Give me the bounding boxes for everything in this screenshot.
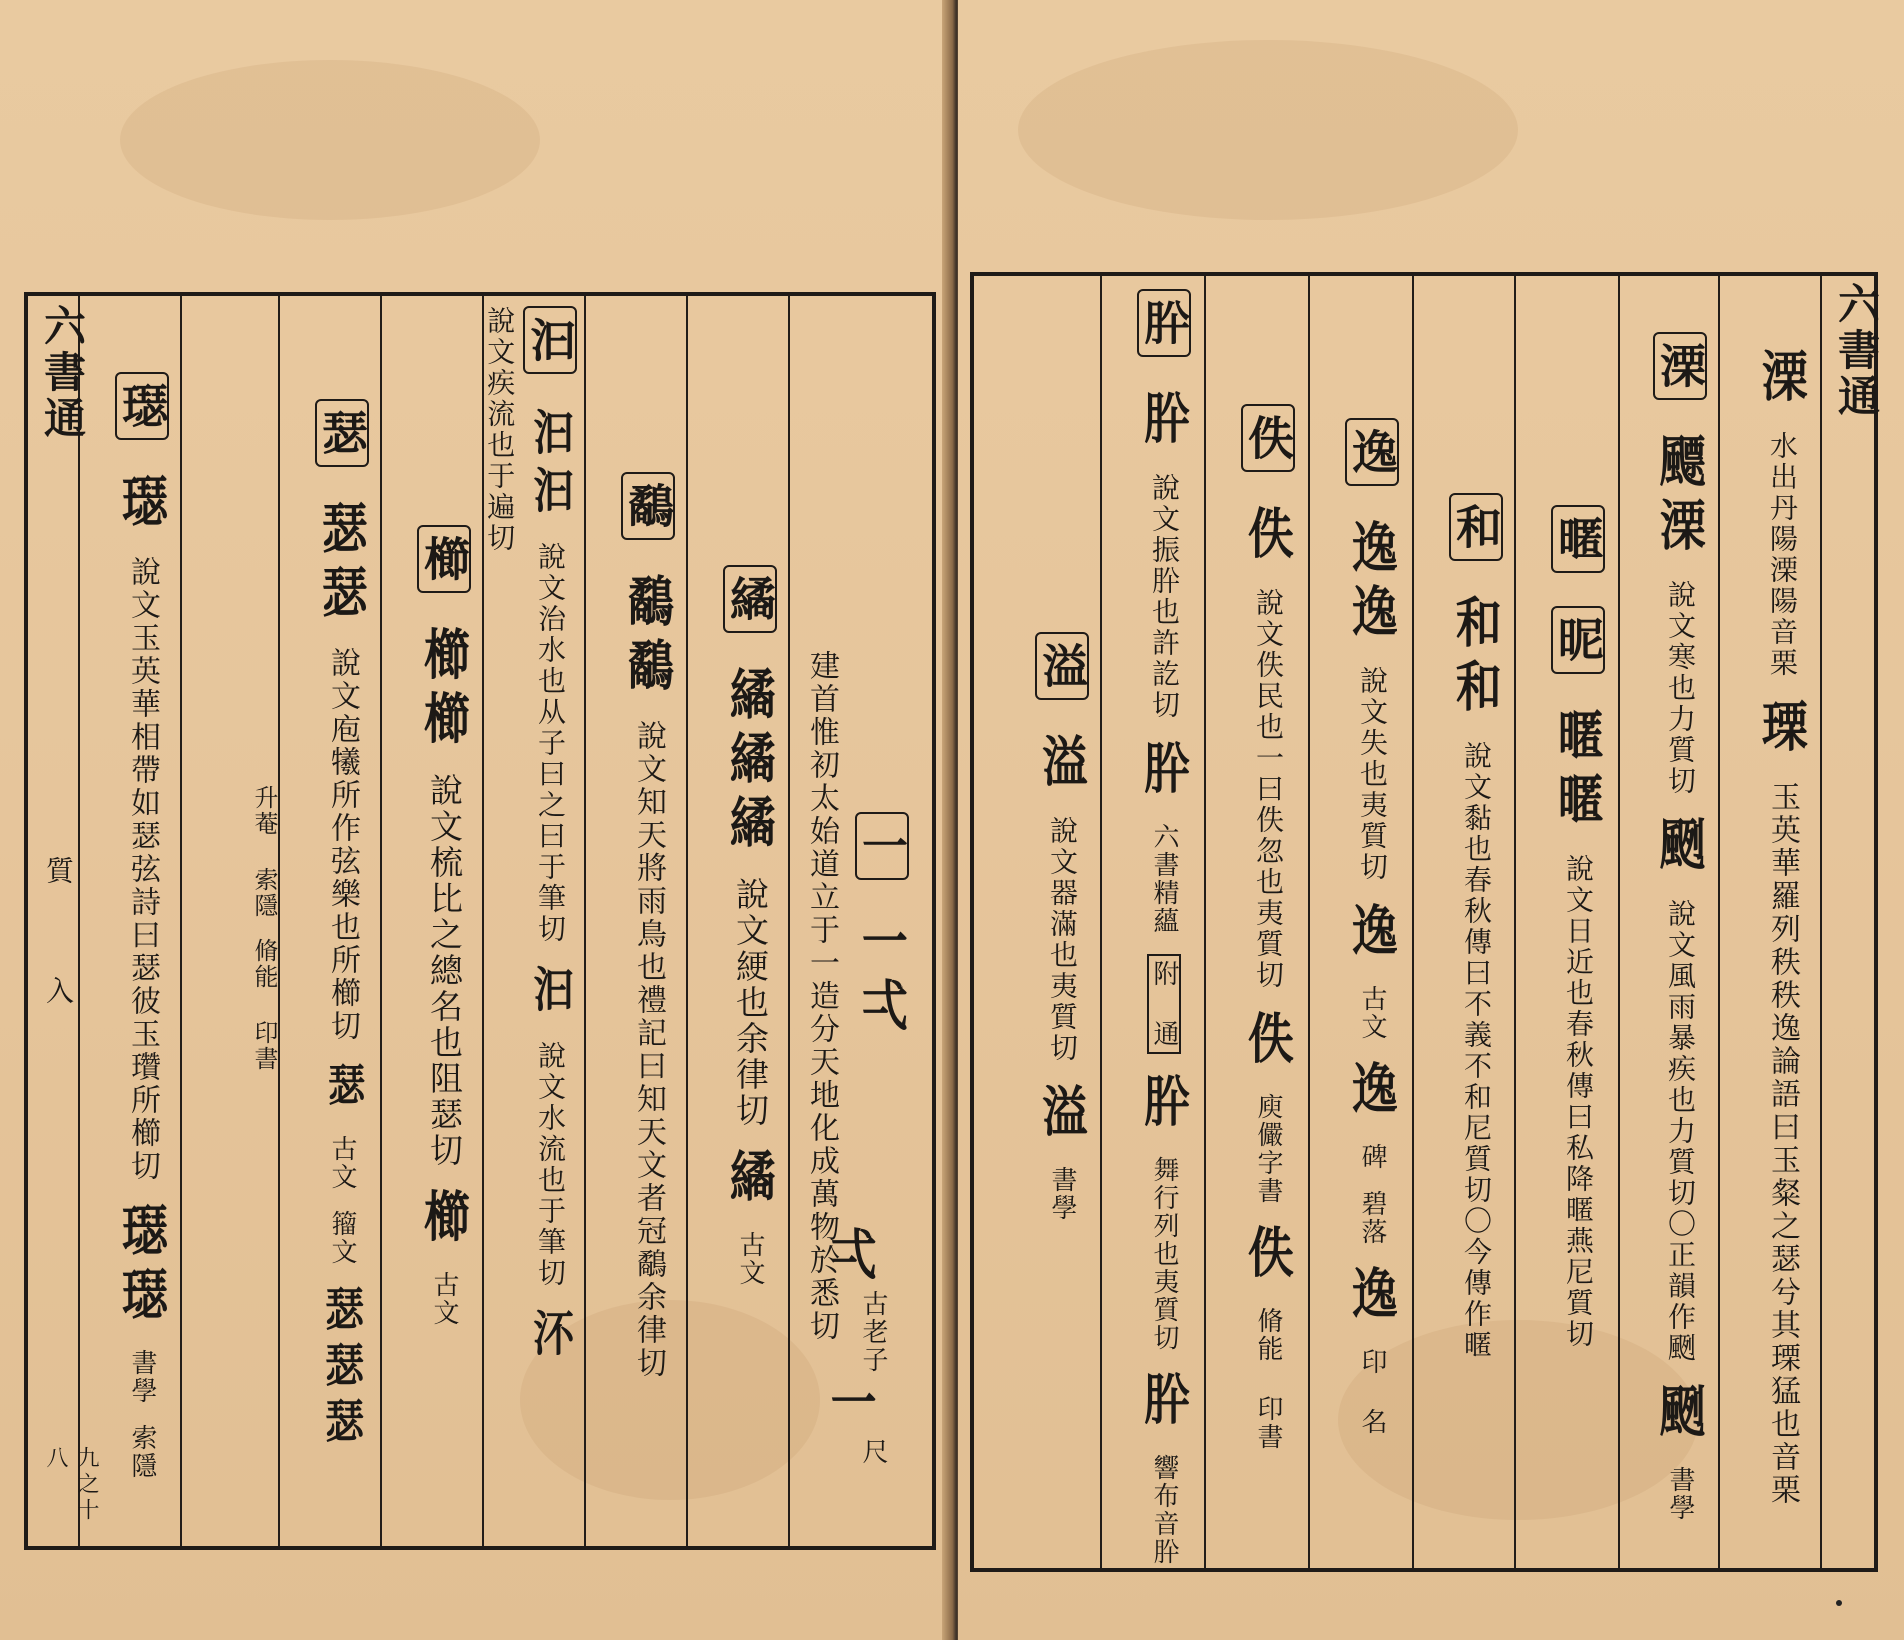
seal-forms-2: 颲 bbox=[1652, 1383, 1708, 1447]
source-note-2: 索隱 bbox=[127, 1424, 157, 1480]
source-note: 古老子 bbox=[858, 1290, 888, 1374]
source-label: 碧落 bbox=[1357, 1190, 1387, 1246]
gloss-text: 說文失也夷質切 bbox=[1356, 666, 1389, 883]
ink-spot bbox=[1836, 1600, 1842, 1606]
entry-column-3 bbox=[588, 296, 684, 1546]
source-note: 古文 bbox=[429, 1271, 459, 1327]
headword: 肸 bbox=[1137, 289, 1191, 357]
margin-rule bbox=[78, 296, 80, 1546]
variant-seal: 溢 bbox=[1034, 1083, 1090, 1147]
gloss-text: 說文庖犧所作弦樂也所櫛切 bbox=[325, 647, 360, 1043]
tone-label: 入 bbox=[42, 976, 75, 1008]
variant-seal: 颲 bbox=[1652, 816, 1708, 880]
column-rule bbox=[686, 296, 688, 1546]
seal-forms: 溧 bbox=[1754, 347, 1810, 412]
rhyme-label: 質 bbox=[42, 856, 75, 888]
headword: 一 bbox=[855, 812, 909, 880]
seal-forms-2: 佚 bbox=[1240, 1223, 1296, 1288]
seal-forms: 汩汩 bbox=[526, 407, 574, 523]
headword: 和 bbox=[1449, 493, 1503, 561]
margin-rule bbox=[1820, 276, 1822, 1568]
headword: 溧 bbox=[1653, 332, 1707, 400]
column-rule bbox=[584, 296, 586, 1546]
entry-column-5 bbox=[384, 296, 480, 1546]
headword: 佚 bbox=[1241, 404, 1295, 472]
entry-column-4 bbox=[483, 296, 582, 1546]
source-note-3: 印 名 bbox=[1357, 1348, 1387, 1436]
source-note: 古文 bbox=[1357, 985, 1387, 1041]
book-title: 六書通 bbox=[38, 304, 87, 442]
gloss-text: 說文寒也力質切 bbox=[1664, 580, 1697, 797]
headword: 鷸 bbox=[621, 472, 675, 540]
variant-seal: 佚 bbox=[1240, 1009, 1296, 1074]
source-note: 古文 bbox=[327, 1135, 357, 1191]
seal-forms-2: 肸 bbox=[1136, 1072, 1192, 1137]
gloss-text: 說文梳比之總名也阻瑟切 bbox=[425, 773, 464, 1169]
variant-seal: 逸 bbox=[1344, 902, 1400, 966]
entry-column-2 bbox=[1620, 276, 1716, 1568]
entry-column-7 bbox=[1104, 276, 1200, 1568]
seal-forms-3: 肸 bbox=[1136, 1370, 1192, 1435]
seal-forms: 逸逸 bbox=[1344, 519, 1400, 647]
source-note: 庾儼字書 bbox=[1253, 1092, 1283, 1205]
variant-seal: 肸 bbox=[1136, 739, 1192, 804]
entry-column-5 bbox=[1312, 276, 1408, 1568]
headword: 璱 bbox=[115, 372, 169, 440]
entry-column-1 bbox=[1722, 276, 1818, 1568]
variant-seal: 繘 bbox=[722, 1148, 778, 1212]
gloss-text-2: 舞行列也夷質切 bbox=[1149, 1155, 1179, 1352]
seal-forms: 佚 bbox=[1240, 504, 1296, 569]
seal-forms: 肸 bbox=[1136, 389, 1192, 454]
paper-stain bbox=[120, 60, 540, 220]
gloss-text: 說文振肸也許訖切 bbox=[1148, 472, 1181, 721]
left-frame bbox=[24, 292, 936, 1550]
gloss-text: 說文玉英華相帶如瑟弦詩曰瑟彼玉瓚所櫛切 bbox=[125, 556, 160, 1183]
gloss-text: 說文知天將雨鳥也禮記曰知天文者冠鷸余律切 bbox=[631, 720, 666, 1380]
gloss-text: 說文綆也余律切 bbox=[731, 877, 770, 1129]
entry-column-7 bbox=[182, 296, 278, 1546]
variant-seal: 弌 bbox=[823, 1226, 878, 1290]
seal-forms-2: 㳅 bbox=[526, 1308, 574, 1366]
gloss-text-2: 說文水流也于筆切 bbox=[534, 1041, 567, 1289]
headword-2: 昵 bbox=[1551, 606, 1605, 674]
source-note: 書學 bbox=[1665, 1466, 1695, 1522]
headword: 逸 bbox=[1345, 418, 1399, 486]
column-rule bbox=[1718, 276, 1720, 1568]
entry-column-2 bbox=[690, 296, 786, 1546]
seal-forms: 一弌 bbox=[854, 912, 910, 1041]
entry-column-6 bbox=[1208, 276, 1304, 1568]
folio-number: 九之十八 bbox=[43, 1446, 99, 1524]
variant-seal: 瑟 bbox=[320, 1062, 365, 1116]
seal-forms-2: 瑟瑟瑟 bbox=[319, 1285, 365, 1453]
gloss-text: 水出丹陽溧陽音栗 bbox=[1766, 430, 1799, 679]
entry-column-8 bbox=[1002, 276, 1098, 1568]
gloss-text: 說文日近也春秋傳曰私降暱燕尼質切 bbox=[1562, 853, 1595, 1350]
headword: 溢 bbox=[1035, 632, 1089, 700]
seal-forms: 溢 bbox=[1034, 733, 1090, 797]
entry-column-6 bbox=[282, 296, 378, 1546]
gloss-text-2: 說文風雨暴疾也力質切〇正韻作颲 bbox=[1664, 899, 1697, 1364]
tail-label: 尺 bbox=[858, 1438, 888, 1466]
book-title: 六書通 bbox=[1832, 282, 1881, 420]
gloss-text: 說文佚民也一曰佚忽也夷質切 bbox=[1252, 587, 1285, 991]
gloss-text-3: 說文疾流也于遍切 bbox=[483, 306, 517, 554]
gloss-text: 說文器滿也夷質切 bbox=[1046, 816, 1079, 1064]
headword: 繘 bbox=[723, 565, 777, 633]
column-rule bbox=[1514, 276, 1516, 1568]
entry-column-8 bbox=[82, 296, 178, 1546]
tail-seal: 一 bbox=[823, 1374, 878, 1438]
source-note: 書學 bbox=[127, 1349, 157, 1405]
cross-ref-tag: 附 通 bbox=[1147, 954, 1181, 1054]
column-rule bbox=[1204, 276, 1206, 1568]
gloss-text: 說文黏也春秋傳曰不義不和尼質切〇今傳作暱 bbox=[1460, 741, 1493, 1361]
seal-forms: 繘繘繘 bbox=[722, 666, 778, 858]
entry-column-4 bbox=[1416, 276, 1512, 1568]
right-page bbox=[958, 0, 1904, 1640]
variant-seal: 璱璱 bbox=[114, 1202, 170, 1330]
variant-seal: 櫛 bbox=[416, 1188, 472, 1252]
variant-seal: 汩 bbox=[526, 964, 574, 1022]
column-rule bbox=[1308, 276, 1310, 1568]
column-rule bbox=[278, 296, 280, 1546]
seal-forms: 櫛櫛 bbox=[416, 626, 472, 754]
entry-variant-1 bbox=[798, 1156, 888, 1536]
gloss-text: 建首惟初太始道立于一造分天地化成萬物於悉切 bbox=[804, 649, 839, 1343]
headword: 櫛 bbox=[417, 525, 471, 593]
right-frame bbox=[970, 272, 1881, 1572]
paper-stain bbox=[1018, 40, 1518, 220]
source-note: 古文 bbox=[735, 1231, 765, 1287]
source-label: 升菴 索隱 bbox=[250, 784, 278, 919]
seal-forms: 鷸鷸 bbox=[620, 573, 676, 701]
column-rule bbox=[1100, 276, 1102, 1568]
source-note-2: 碑 bbox=[1357, 1143, 1387, 1171]
gloss-text-3: 響布音肸 bbox=[1149, 1453, 1179, 1566]
seal-forms: 飃溧 bbox=[1652, 433, 1708, 561]
headword: 暱 bbox=[1551, 505, 1605, 573]
seal-forms-2: 逸 bbox=[1344, 1060, 1400, 1124]
seal-forms: 和和 bbox=[1448, 594, 1504, 722]
source-note: 六書精蘊 bbox=[1149, 822, 1179, 935]
seal-forms: 瑟瑟 bbox=[314, 500, 370, 628]
seal-forms-2: 瑮 bbox=[1754, 697, 1810, 762]
seal-forms: 璱 bbox=[114, 473, 170, 537]
gloss-text-2: 玉英華羅列秩秩逸論語曰玉粲之瑟兮其瑮猛也音栗 bbox=[1765, 780, 1800, 1507]
column-rule bbox=[1412, 276, 1414, 1568]
seal-forms: 暱暱 bbox=[1550, 706, 1606, 835]
column-rule bbox=[380, 296, 382, 1546]
source-note: 書學 bbox=[1047, 1166, 1077, 1222]
source-note: 脩能 印書 bbox=[250, 937, 278, 1072]
headword: 瑟 bbox=[315, 399, 369, 467]
gloss-text: 說文治水也从子曰之曰于筆切 bbox=[534, 542, 567, 945]
source-note-2: 脩能 印書 bbox=[1253, 1306, 1283, 1451]
headword: 汩 bbox=[523, 306, 577, 374]
seal-forms-3: 逸 bbox=[1344, 1265, 1400, 1329]
source-note-2: 籀文 bbox=[327, 1210, 357, 1266]
entry-column-3 bbox=[1518, 276, 1614, 1568]
